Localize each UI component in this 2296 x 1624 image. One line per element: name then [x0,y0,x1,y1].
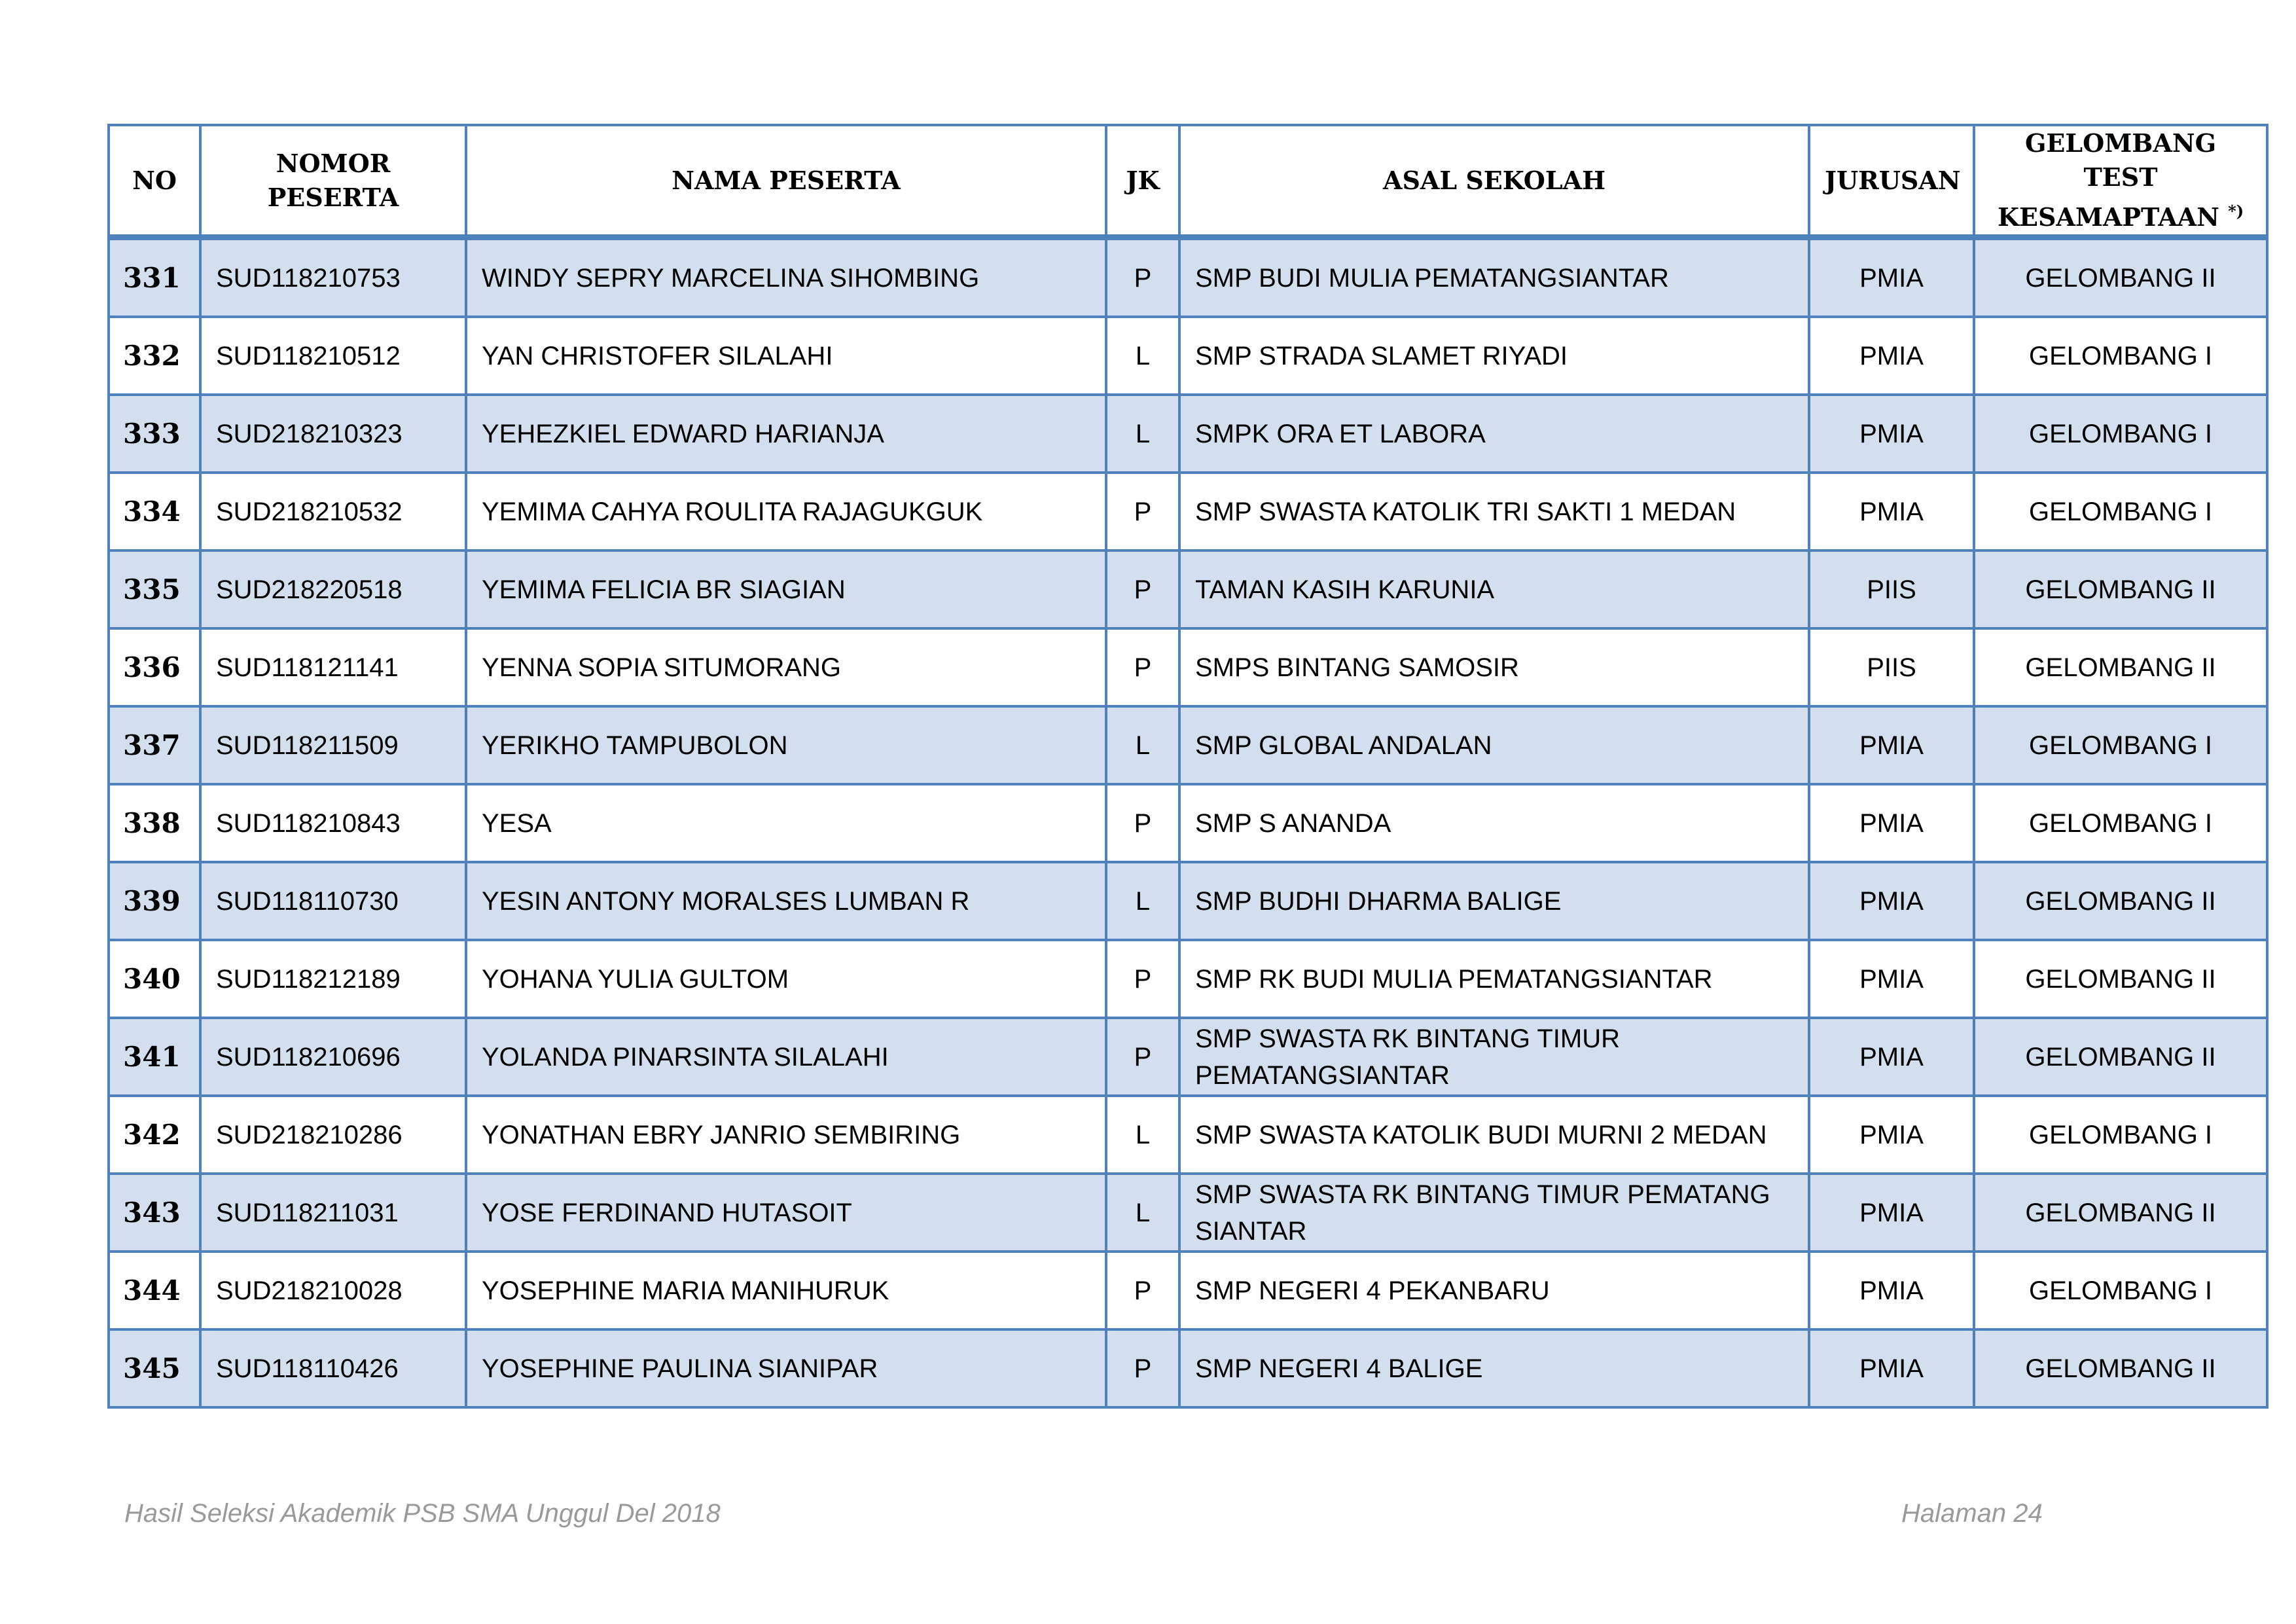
table-row [109,1096,2267,1174]
cell-gelombang: GELOMBANG I [1974,706,2267,784]
cell-jk: P [1106,940,1179,1018]
cell-gelombang: GELOMBANG I [1974,473,2267,550]
table-row [109,1174,2267,1252]
cell-no: 333 [109,395,200,473]
cell-jk: L [1106,706,1179,784]
footer-document-title: Hasil Seleksi Akademik PSB SMA Unggul Del 2018 [124,1499,721,1528]
table-row [109,784,2267,862]
cell-asal-sekolah: SMP NEGERI 4 PEKANBARU [1179,1252,1809,1329]
cell-nomor-peserta: SUD118121141 [200,628,466,706]
col-header-nomor-line1: NOMOR [276,148,391,178]
cell-nama-peserta: YEMIMA CAHYA ROULITA RAJAGUKGUK [466,473,1106,550]
cell-nomor-peserta: SUD218210323 [200,395,466,473]
cell-asal-sekolah: SMP SWASTA KATOLIK BUDI MURNI 2 MEDAN [1179,1096,1809,1174]
cell-jurusan: PMIA [1809,784,1974,862]
cell-no: 334 [109,473,200,550]
cell-gelombang: GELOMBANG II [1974,862,2267,940]
col-header-gelombang-line1: GELOMBANG TEST [2024,128,2217,192]
cell-nama-peserta: YOSEPHINE MARIA MANIHURUK [466,1252,1106,1329]
cell-jurusan: PMIA [1809,395,1974,473]
table-row [109,1329,2267,1407]
table-row [109,940,2267,1018]
cell-nomor-peserta: SUD118211509 [200,706,466,784]
table-row [109,706,2267,784]
cell-nomor-peserta: SUD118110426 [200,1329,466,1407]
cell-nomor-peserta: SUD218210028 [200,1252,466,1329]
table-row [109,473,2267,550]
cell-jurusan: PMIA [1809,473,1974,550]
cell-gelombang: GELOMBANG II [1974,238,2267,317]
cell-asal-sekolah: SMPS BINTANG SAMOSIR [1179,628,1809,706]
col-header-gelombang-line2: KESAMAPTAAN [1997,202,2219,232]
cell-no: 345 [109,1329,200,1407]
col-header-nama-peserta: NAMA PESERTA [466,125,1106,238]
cell-jk: P [1106,1018,1179,1096]
cell-jk: L [1106,317,1179,395]
cell-nama-peserta: YENNA SOPIA SITUMORANG [466,628,1106,706]
cell-jk: P [1106,1252,1179,1329]
cell-no: 336 [109,628,200,706]
cell-nama-peserta: YERIKHO TAMPUBOLON [466,706,1106,784]
table-row [109,862,2267,940]
col-header-nomor-line2: PESERTA [267,182,399,212]
cell-nama-peserta: YESIN ANTONY MORALSES LUMBAN R [466,862,1106,940]
cell-asal-sekolah: SMP SWASTA KATOLIK TRI SAKTI 1 MEDAN [1179,473,1809,550]
cell-nama-peserta: YOSEPHINE PAULINA SIANIPAR [466,1329,1106,1407]
cell-gelombang: GELOMBANG I [1974,1252,2267,1329]
cell-gelombang: GELOMBANG II [1974,940,2267,1018]
cell-asal-sekolah: SMP BUDHI DHARMA BALIGE [1179,862,1809,940]
cell-nama-peserta: YEHEZKIEL EDWARD HARIANJA [466,395,1106,473]
cell-gelombang: GELOMBANG I [1974,784,2267,862]
cell-jurusan: PIIS [1809,628,1974,706]
cell-no: 342 [109,1096,200,1174]
cell-asal-sekolah: SMP RK BUDI MULIA PEMATANGSIANTAR [1179,940,1809,1018]
cell-nama-peserta: YONATHAN EBRY JANRIO SEMBIRING [466,1096,1106,1174]
col-header-nomor-peserta [200,125,466,238]
cell-jurusan: PMIA [1809,1096,1974,1174]
cell-nomor-peserta: SUD118212189 [200,940,466,1018]
cell-nama-peserta: WINDY SEPRY MARCELINA SIHOMBING [466,238,1106,317]
cell-nomor-peserta: SUD118110730 [200,862,466,940]
cell-jurusan: PMIA [1809,1174,1974,1252]
cell-jk: P [1106,628,1179,706]
cell-no: 331 [109,238,200,317]
cell-asal-sekolah: SMP STRADA SLAMET RIYADI [1179,317,1809,395]
cell-nomor-peserta: SUD118211031 [200,1174,466,1252]
cell-jk: P [1106,238,1179,317]
cell-asal-sekolah: SMP S ANANDA [1179,784,1809,862]
cell-gelombang: GELOMBANG II [1974,628,2267,706]
cell-nama-peserta: YEMIMA FELICIA BR SIAGIAN [466,550,1106,628]
cell-jk: L [1106,1174,1179,1252]
cell-no: 343 [109,1174,200,1252]
col-header-jurusan: JURUSAN [1809,125,1974,238]
table-row [109,238,2267,317]
cell-no: 344 [109,1252,200,1329]
cell-jurusan: PMIA [1809,1329,1974,1407]
cell-asal-sekolah: SMP GLOBAL ANDALAN [1179,706,1809,784]
cell-nomor-peserta: SUD118210696 [200,1018,466,1096]
footer-page-number: Halaman 24 [1901,1499,2043,1528]
col-header-no: NO [109,125,200,238]
cell-no: 335 [109,550,200,628]
table-row [109,550,2267,628]
cell-jurusan: PMIA [1809,1018,1974,1096]
cell-no: 340 [109,940,200,1018]
cell-nomor-peserta: SUD118210843 [200,784,466,862]
cell-jk: P [1106,784,1179,862]
table-row [109,395,2267,473]
cell-jk: P [1106,550,1179,628]
col-header-asal-sekolah: ASAL SEKOLAH [1179,125,1809,238]
cell-no: 339 [109,862,200,940]
cell-jurusan: PMIA [1809,238,1974,317]
cell-gelombang: GELOMBANG I [1974,395,2267,473]
cell-jurusan: PMIA [1809,862,1974,940]
table-row [109,1018,2267,1096]
cell-nama-peserta: YOLANDA PINARSINTA SILALAHI [466,1018,1106,1096]
cell-jk: P [1106,473,1179,550]
cell-nomor-peserta: SUD218210532 [200,473,466,550]
cell-gelombang: GELOMBANG II [1974,1174,2267,1252]
cell-nomor-peserta: SUD218220518 [200,550,466,628]
cell-asal-sekolah: SMPK ORA ET LABORA [1179,395,1809,473]
cell-jk: L [1106,395,1179,473]
cell-asal-sekolah: TAMAN KASIH KARUNIA [1179,550,1809,628]
cell-jurusan: PMIA [1809,317,1974,395]
cell-no: 338 [109,784,200,862]
cell-jk: P [1106,1329,1179,1407]
header-row [109,125,2267,238]
cell-nomor-peserta: SUD118210512 [200,317,466,395]
cell-jurusan: PMIA [1809,1252,1974,1329]
cell-nomor-peserta: SUD118210753 [200,238,466,317]
cell-asal-sekolah: SMP NEGERI 4 BALIGE [1179,1329,1809,1407]
col-header-jk: JK [1106,125,1179,238]
cell-gelombang: GELOMBANG II [1974,550,2267,628]
cell-nama-peserta: YOHANA YULIA GULTOM [466,940,1106,1018]
cell-asal-sekolah: SMP SWASTA RK BINTANG TIMUR PEMATANG SIANTAR [1179,1174,1809,1252]
cell-gelombang: GELOMBANG I [1974,1096,2267,1174]
cell-no: 332 [109,317,200,395]
results-table [107,124,2269,1409]
cell-gelombang: GELOMBANG I [1974,317,2267,395]
cell-nama-peserta: YOSE FERDINAND HUTASOIT [466,1174,1106,1252]
table-row [109,1252,2267,1329]
cell-no: 341 [109,1018,200,1096]
cell-gelombang: GELOMBANG II [1974,1329,2267,1407]
cell-jurusan: PMIA [1809,706,1974,784]
cell-nama-peserta: YESA [466,784,1106,862]
cell-no: 337 [109,706,200,784]
cell-jk: L [1106,1096,1179,1174]
cell-gelombang: GELOMBANG II [1974,1018,2267,1096]
cell-nomor-peserta: SUD218210286 [200,1096,466,1174]
cell-jurusan: PMIA [1809,940,1974,1018]
table-row [109,317,2267,395]
col-header-gelombang-footnote-mark: *) [2228,202,2244,221]
cell-jurusan: PIIS [1809,550,1974,628]
cell-nama-peserta: YAN CHRISTOFER SILALAHI [466,317,1106,395]
cell-jk: L [1106,862,1179,940]
cell-asal-sekolah: SMP SWASTA RK BINTANG TIMUR PEMATANGSIANTAR [1179,1018,1809,1096]
table-row [109,628,2267,706]
cell-asal-sekolah: SMP BUDI MULIA PEMATANGSIANTAR [1179,238,1809,317]
col-header-gelombang [1974,125,2267,238]
